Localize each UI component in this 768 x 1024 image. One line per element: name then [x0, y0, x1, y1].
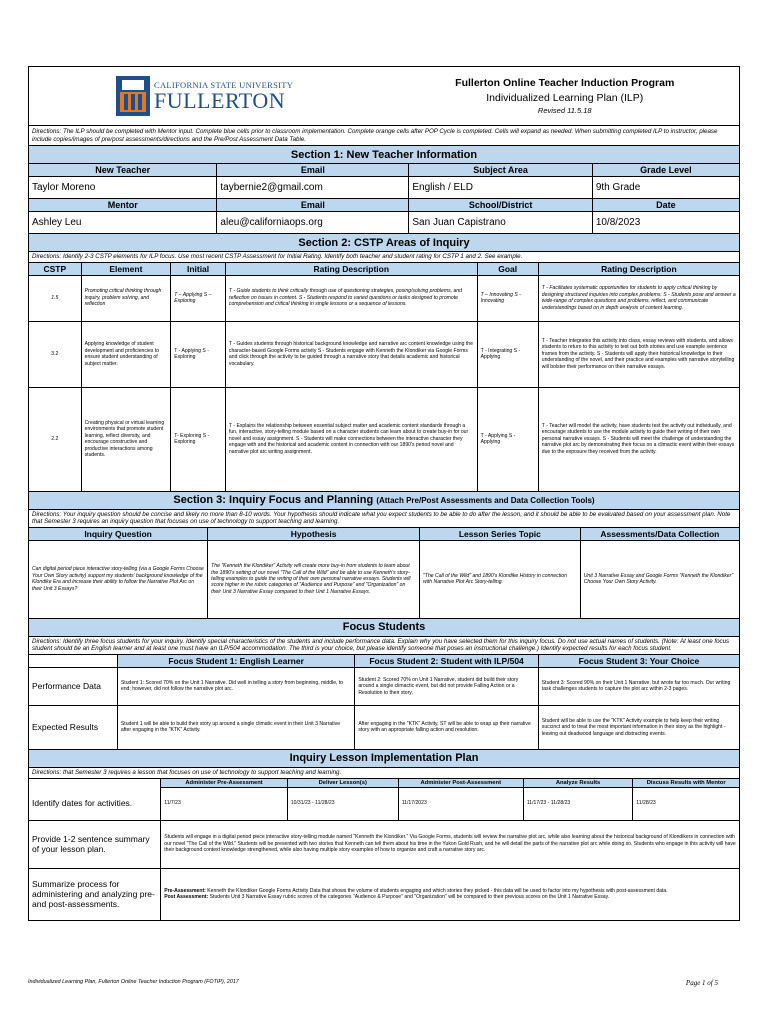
discuss-results-header: Discuss Results with Mentor — [633, 778, 740, 787]
blank-header — [29, 654, 118, 667]
element-cell: Promoting critical thinking through inquiry, problem solving, and reflection — [81, 275, 171, 321]
mentor-email-header: Email — [217, 199, 409, 212]
mentor-header: Mentor — [29, 199, 217, 212]
initial-cell: T- Exploring S - Exploring — [171, 387, 226, 491]
title-cell — [391, 67, 740, 126]
analyze-results-header: Analyze Results — [523, 778, 632, 787]
program-name: Fullerton Online Teacher Induction Program — [455, 77, 675, 89]
section1-title: Section 1: New Teacher Information — [29, 146, 740, 164]
focus-student2-header: Focus Student 2: Student with ILP/504 — [355, 654, 538, 667]
school-header: School/District — [409, 199, 592, 212]
directions-top: Directions: The ILP should be completed with Mentor input. Complete blue cells prior to classroom implementation. Complete orange cells after POP Cycle is completed. Cells will expand as needed. When submitting completed ILP to instructor, please include copies/images of pre/post assessments/directions and the Pre/Post Assessment Data Table. — [29, 126, 740, 146]
rating-header: Rating Description — [225, 262, 477, 275]
process-summary — [161, 868, 740, 920]
focus-title: Focus Students — [29, 618, 740, 636]
page-number: Page 1 of 5 — [685, 979, 718, 987]
initial-header: Initial — [171, 262, 226, 275]
grade-value: 9th Grade — [592, 177, 739, 199]
focus-table — [28, 618, 740, 750]
subject-value: English / ELD — [409, 177, 592, 199]
inquiry-question-value: Can digital period piece interactive story-telling (via a Google Forms Choose Your Own Story activity) support my students' background knowledge of the Klondike Era and increase their ability to follow the Narrative Plot Arc on their Unit 3 Essays? — [29, 540, 208, 618]
implementation-directions: Directions: that Semester 3 requires a lesson that focuses on use of technology to support teaching and learning. — [29, 767, 740, 778]
implementation-table — [28, 749, 740, 921]
seal-icon — [116, 76, 150, 116]
cstp-header: CSTP — [29, 262, 82, 275]
teacher-email-value: taybernie2@gmail.com — [217, 177, 409, 199]
rating-cell: T - Explains the relationship between essential subject matter and academic content standards through a fun, interactive, story-telling module based on a character students can learn about to create buy-in for our novel and essay assignment. S - Students will make connections between the interactive character they engage with and the historical and academic content in connection with our 1890's period novel and narrative plot arc writing assignment. — [225, 387, 477, 491]
section1-table — [28, 145, 740, 234]
post-assessment-label: Post Assessment: — [164, 894, 209, 901]
performance-data-label: Performance Data — [29, 667, 118, 705]
rating2-cell: T - Teacher will model the activity, have students test the activity out individually, and encourage students to use the module activity to guide their writing of their own personal narrative essays. S - Students will meet the challenge of understanding the narrative plot arc by demonstrating their focus on a climactic event within their essays due to the exposure they received from the activity. — [538, 387, 739, 491]
rating2-cell: T - Facilitates systematic opportunities for students to apply critical thinking by designing structured inquiries into complex problems. S - Students pose and answer a wide-range of complex questions and problems, reflect, and communicate understandings based on in depth analysis of content learning. — [538, 275, 739, 321]
post-assessment-header: Administer Post-Assessment — [398, 778, 523, 787]
assessments-value: Unit 3 Narrative Essay and Google Forms "Kenneth the Klondiker" Choose Your Own Story Activity. — [580, 540, 739, 618]
footer-left: Individualized Learning Plan, Fullerton Online Teacher Induction Program (FOTIP), 2017 — [28, 979, 239, 985]
cstp-cell: 2.2 — [29, 387, 82, 491]
pre-assessment-text: Kenneth the Klondiker Google Forms Activity Data that shows the volume of students engaging and which stories they picked - this data will be used to factor into my hypothesis with post-assessment data. — [207, 887, 668, 894]
inquiry-question-header: Inquiry Question — [29, 527, 208, 540]
lesson-topic-header: Lesson Series Topic — [420, 527, 581, 540]
revised-date: Revised 11.5.18 — [537, 106, 592, 115]
student1-expected: Student 1 will be able to build their story up around a single climatic event in their Unit 3 Narrative after engaging in the "KTK" Activity. — [117, 705, 354, 749]
goal-cell: T - Integrating S - Applying — [477, 321, 538, 387]
discuss-results-date: 11/28/23 — [633, 787, 740, 820]
student3-performance: Student 3: Scored 90% on their Unit 1 Narrative, but wrote far too much. Our writing task challenges students to capture the plot arc within 2-3 pages. — [538, 667, 739, 705]
section3-directions: Directions: Your inquiry question should be concise and likely no more than 8-10 words. Your hypothesis should indicate what you expect students to be able to do after the lesson, and it should be able to be evaluated based on your assessment plan. Note that Semester 3 requires an inquiry question that focuses on use of technology to support teaching and learning. — [29, 509, 740, 527]
rating-cell: T - Guide students to think critically through use of questioning strategies, posing/solving problems, and reflection on issues in content. S - Students respond to varied questions or tasks designed to promote comprehension and critical thinking in single lessons or a sequence of lessons. — [225, 275, 477, 321]
logo-line1: CALIFORNIA STATE UNIVERSITY — [154, 80, 294, 90]
student3-expected: Student will be able to use the "KTK" Activity example to help keep their writing succinct and to treat the most important information in their story as the highlight - leaving out deadwood language and distracting events. — [538, 705, 739, 749]
subject-header: Subject Area — [409, 164, 592, 177]
table-row — [29, 275, 740, 321]
grade-header: Grade Level — [592, 164, 739, 177]
logo-line2: FULLERTON — [154, 88, 286, 113]
lesson-summary: Students will engage in a digital period piece interactive story-telling module named "Kenneth the Klondiker." Via Google Forms, students will review the narrative plot arc, while also learning about the historical background of Klondikers in connection with our novel "The Call of the Wild." Students will be presented with two stories that Kenneth can tell them about his time in the Yukon Gold Rush, and he will detail the parts of the narrative plot arc while doing so. Students who engage in this activity will have their background context knowledge strengthened, while also having multiple story examples of how to organize and craft a narrative story arc. — [161, 820, 740, 868]
element-cell: Applying knowledge of student development and proficiencies to ensure student understanding of subject matter. — [81, 321, 171, 387]
section2-table — [28, 233, 740, 492]
rating-cell: T - Guides students through historical background knowledge and narrative arc content knowledge using the character-based Google Forms activity S - Students engage with Kenneth the Klondiker via Google Forms and click through the activity to be guided through a narrative story that details academic and historical vocabulary. — [225, 321, 477, 387]
mentor-value: Ashley Leu — [29, 212, 217, 234]
cstp-cell: 1.5 — [29, 275, 82, 321]
hypothesis-value: The "Kenneth the Klondiker" Activity will create more buy-in from students to learn about the 1890's setting of our novel "The Call of the Wild" and be able to use Kenneth's story-telling examples to guide the writing of their own personal narrative essays. Students will score higher in the rubric categories of "Audience and Purpose" and "Organization" on their Unit 3 Narrative Essay compared to their Unit 1 Narrative Essays. — [208, 540, 420, 618]
section2-title: Section 2: CSTP Areas of Inquiry — [29, 234, 740, 252]
blank-header — [29, 778, 161, 787]
header-table — [28, 66, 740, 146]
implementation-title: Inquiry Lesson Implementation Plan — [29, 749, 740, 767]
pre-assessment-label: Pre-Assessment: — [164, 887, 206, 894]
rating2-cell: T - Teacher integrates this activity into class, essay reviews with students, and allows students to return to this activity to test out both stories and use example sentence frames from the activity. S - Students will apply their historical knowledge to their understanding of the novel, and their practice and examples with narrative storytelling will bolster their performance on their narrative essays. — [538, 321, 739, 387]
table-row — [29, 387, 740, 491]
lesson-topic-value: "The Call of the Wild" and 1890's Klondike History in connection with Narrative Plot Arc Story-telling. — [420, 540, 581, 618]
document-title: Individualized Learning Plan (ILP) — [486, 92, 644, 104]
cstp-cell: 3.2 — [29, 321, 82, 387]
deliver-lessons-header: Deliver Lesson(s) — [287, 778, 398, 787]
pre-assessment-date: 11/7/23 — [161, 787, 288, 820]
student2-expected: After engaging in the "KTK" Activity, ST will be able to wrap up their narrative story with an appropriate falling action and resolution. — [355, 705, 538, 749]
csuf-logo — [32, 76, 388, 116]
ilp-document — [28, 66, 740, 921]
analyze-results-date: 11/17/23 - 11/28/23 — [523, 787, 632, 820]
dates-label: Identify dates for activities. — [29, 787, 161, 820]
post-assessment-date: 11/17/2023 — [398, 787, 523, 820]
process-label: Summarize process for administering and analyzing pre- and post-assessments. — [29, 868, 161, 920]
student1-performance: Student 1: Scored 70% on the Unit 1 Narrative. Did well in telling a story from beginning, middle, to end; however, did not follow the narrative plot arc. — [117, 667, 354, 705]
student2-performance: Student 2: Scored 70% on Unit 1 Narrative, student did build their story around a single climactic event, but did not provide Falling Action or a Resolution to their story. — [355, 667, 538, 705]
date-header: Date — [592, 199, 739, 212]
post-assessment-text: Students Unit 3 Narrative Essay rubric scores of the categories "Audience & Purpose" and "Organization" will be compared to their previous scores on the Unit 1 Narrative Essay. — [209, 894, 610, 901]
element-cell: Creating physical or virtual learning environments that promote student learning, reflect diversity, and encourage constructive and productive interactions among students. — [81, 387, 171, 491]
section3-table — [28, 491, 740, 619]
goal-cell: T - Applying S - Applying — [477, 387, 538, 491]
table-row — [29, 321, 740, 387]
new-teacher-header: New Teacher — [29, 164, 217, 177]
assessments-header: Assessments/Data Collection — [580, 527, 739, 540]
hypothesis-header: Hypothesis — [208, 527, 420, 540]
pre-assessment-header: Administer Pre-Assessment — [161, 778, 288, 787]
focus-student1-header: Focus Student 1: English Learner — [117, 654, 354, 667]
email-header: Email — [217, 164, 409, 177]
rating2-header: Rating Description — [538, 262, 739, 275]
school-value: San Juan Capistrano — [409, 212, 592, 234]
section3-title: Section 3: Inquiry Focus and Planning — [173, 494, 374, 507]
logo-cell — [29, 67, 391, 126]
mentor-email-value: aleu@californiaops.org — [217, 212, 409, 234]
focus-directions: Directions: Identify three focus students for your inquiry. Identify special characteristics of the students and include performance data. Explain why you have selected them for this inquiry focus. Do not use actual names of students. (Note: At least one focus student should be an English learner and at least one must have an ILP/504 accommodation. The third is your choice, but please identify someone that poses an instructional challenge.) Identify expected results for each focus student. — [29, 636, 740, 654]
focus-student3-header: Focus Student 3: Your Choice — [538, 654, 739, 667]
initial-cell: T - Applying S - Exploring — [171, 321, 226, 387]
deliver-lessons-date: 10/31/23 - 11/28/23 — [287, 787, 398, 820]
goal-header: Goal — [477, 262, 538, 275]
new-teacher-value: Taylor Moreno — [29, 177, 217, 199]
section3-title-note: (Attach Pre/Post Assessments and Data Collection Tools) — [376, 496, 595, 506]
expected-results-label: Expected Results — [29, 705, 118, 749]
summary-label: Provide 1-2 sentence summary of your lesson plan. — [29, 820, 161, 868]
element-header: Element — [81, 262, 171, 275]
goal-cell: T – Innovating S - Innovating — [477, 275, 538, 321]
initial-cell: T – Applying S – Exploring — [171, 275, 226, 321]
section2-directions: Directions: Identify 2-3 CSTP elements for ILP focus. Use most recent CSTP Assessment for Initial Rating. Identify both teacher and student rating for CSTP 1 and 2. See example. — [29, 252, 740, 263]
section3-title-cell — [29, 491, 740, 509]
date-value: 10/8/2023 — [592, 212, 739, 234]
